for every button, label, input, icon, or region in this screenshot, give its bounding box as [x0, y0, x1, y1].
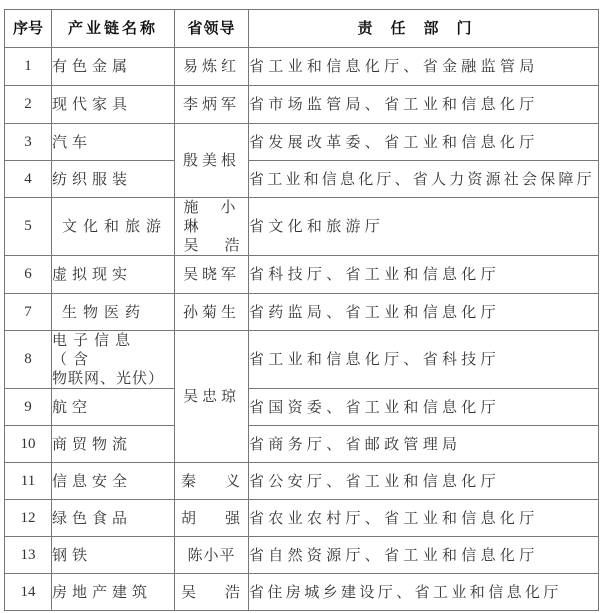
- leader-name: 秦 义: [175, 463, 249, 500]
- leader-name: 吴晓军: [175, 256, 249, 294]
- chain-name: 绿色食品: [52, 500, 175, 537]
- table-row: [5, 463, 599, 500]
- table-row: [5, 294, 599, 331]
- row-index: 1: [5, 48, 52, 86]
- header-leader: 省领导: [175, 10, 249, 48]
- table-row: [5, 389, 599, 426]
- row-index: 3: [5, 124, 52, 161]
- table-row: [5, 331, 599, 389]
- row-index: 10: [5, 426, 52, 463]
- table-row: [5, 48, 599, 86]
- table-row: [5, 426, 599, 463]
- responsible-departments: 省科技厅、省工业和信息化厅: [249, 256, 599, 294]
- table-row: [5, 124, 599, 161]
- responsible-departments: 省工业和信息化厅、省人力资源社会保障厅: [249, 161, 599, 198]
- table-row: [5, 537, 599, 574]
- row-index: 5: [5, 198, 52, 256]
- responsible-departments: 省工业和信息化厅、省金融监管局: [249, 48, 599, 86]
- leader-name-1: 施小琳: [183, 198, 240, 235]
- row-index: 12: [5, 500, 52, 537]
- leader-name: 陈小平: [175, 537, 249, 574]
- row-index: 13: [5, 537, 52, 574]
- row-index: 4: [5, 161, 52, 198]
- table-row: [5, 86, 599, 124]
- chain-name: 有色金属: [52, 48, 175, 86]
- leader-name: 易炼红: [175, 48, 249, 86]
- row-index: 7: [5, 294, 52, 331]
- leader-name: 吴忠琼: [175, 331, 249, 463]
- chain-name-line-1: 电子信息（含: [52, 331, 137, 368]
- leader-name: 胡 强: [175, 500, 249, 537]
- leader-name: 孙菊生: [175, 294, 249, 331]
- table-row: [5, 500, 599, 537]
- responsible-departments: 省发展改革委、省工业和信息化厅: [249, 124, 599, 161]
- leader-names: [175, 198, 249, 256]
- responsible-departments: 省市场监管局、省工业和信息化厅: [249, 86, 599, 124]
- chain-name: 虚拟现实: [52, 256, 175, 294]
- table-row: [5, 198, 599, 256]
- row-index: 9: [5, 389, 52, 426]
- table-row: [5, 256, 599, 294]
- chain-name: 信息安全: [52, 463, 175, 500]
- row-index: 8: [5, 331, 52, 389]
- leader-name: 殷美根: [175, 124, 249, 198]
- row-index: 11: [5, 463, 52, 500]
- responsible-departments: 省自然资源厅、省工业和信息化厅: [249, 537, 599, 574]
- header-chain-name: 产业链名称: [52, 10, 175, 48]
- chain-name: 钢铁: [52, 537, 175, 574]
- header-departments: 责任部门: [249, 10, 599, 48]
- chain-name: 房地产建筑: [52, 574, 175, 611]
- chain-name: 文化和旅游: [52, 198, 175, 256]
- chain-name: 现代家具: [52, 86, 175, 124]
- chain-name: 纺织服装: [52, 161, 175, 198]
- row-index: 6: [5, 256, 52, 294]
- responsible-departments: 省农业农村厅、省工业和信息化厅: [249, 500, 599, 537]
- responsible-departments: 省药监局、省工业和信息化厅: [249, 294, 599, 331]
- industry-chain-table: [4, 9, 599, 611]
- responsible-departments: 省工业和信息化厅、省科技厅: [249, 331, 599, 389]
- chain-name: 航空: [52, 389, 175, 426]
- chain-name-line-2: 物联网、光伏）: [52, 369, 165, 387]
- responsible-departments: 省国资委、省工业和信息化厅: [249, 389, 599, 426]
- chain-name: [52, 331, 175, 389]
- row-index: 14: [5, 574, 52, 611]
- responsible-departments: 省公安厅、省工业和信息化厅: [249, 463, 599, 500]
- leader-name: 吴 浩: [175, 574, 249, 611]
- header-index: 序号: [5, 10, 52, 48]
- leader-name-2: 吴 浩: [183, 236, 240, 254]
- leader-name: 李炳军: [175, 86, 249, 124]
- table-row: [5, 161, 599, 198]
- responsible-departments: 省文化和旅游厅: [249, 198, 599, 256]
- table-row: [5, 574, 599, 611]
- table-header-row: [5, 10, 599, 48]
- row-index: 2: [5, 86, 52, 124]
- chain-name: 商贸物流: [52, 426, 175, 463]
- chain-name: 生物医药: [52, 294, 175, 331]
- responsible-departments: 省住房城乡建设厅、省工业和信息化厅: [249, 574, 599, 611]
- responsible-departments: 省商务厅、省邮政管理局: [249, 426, 599, 463]
- chain-name: 汽车: [52, 124, 175, 161]
